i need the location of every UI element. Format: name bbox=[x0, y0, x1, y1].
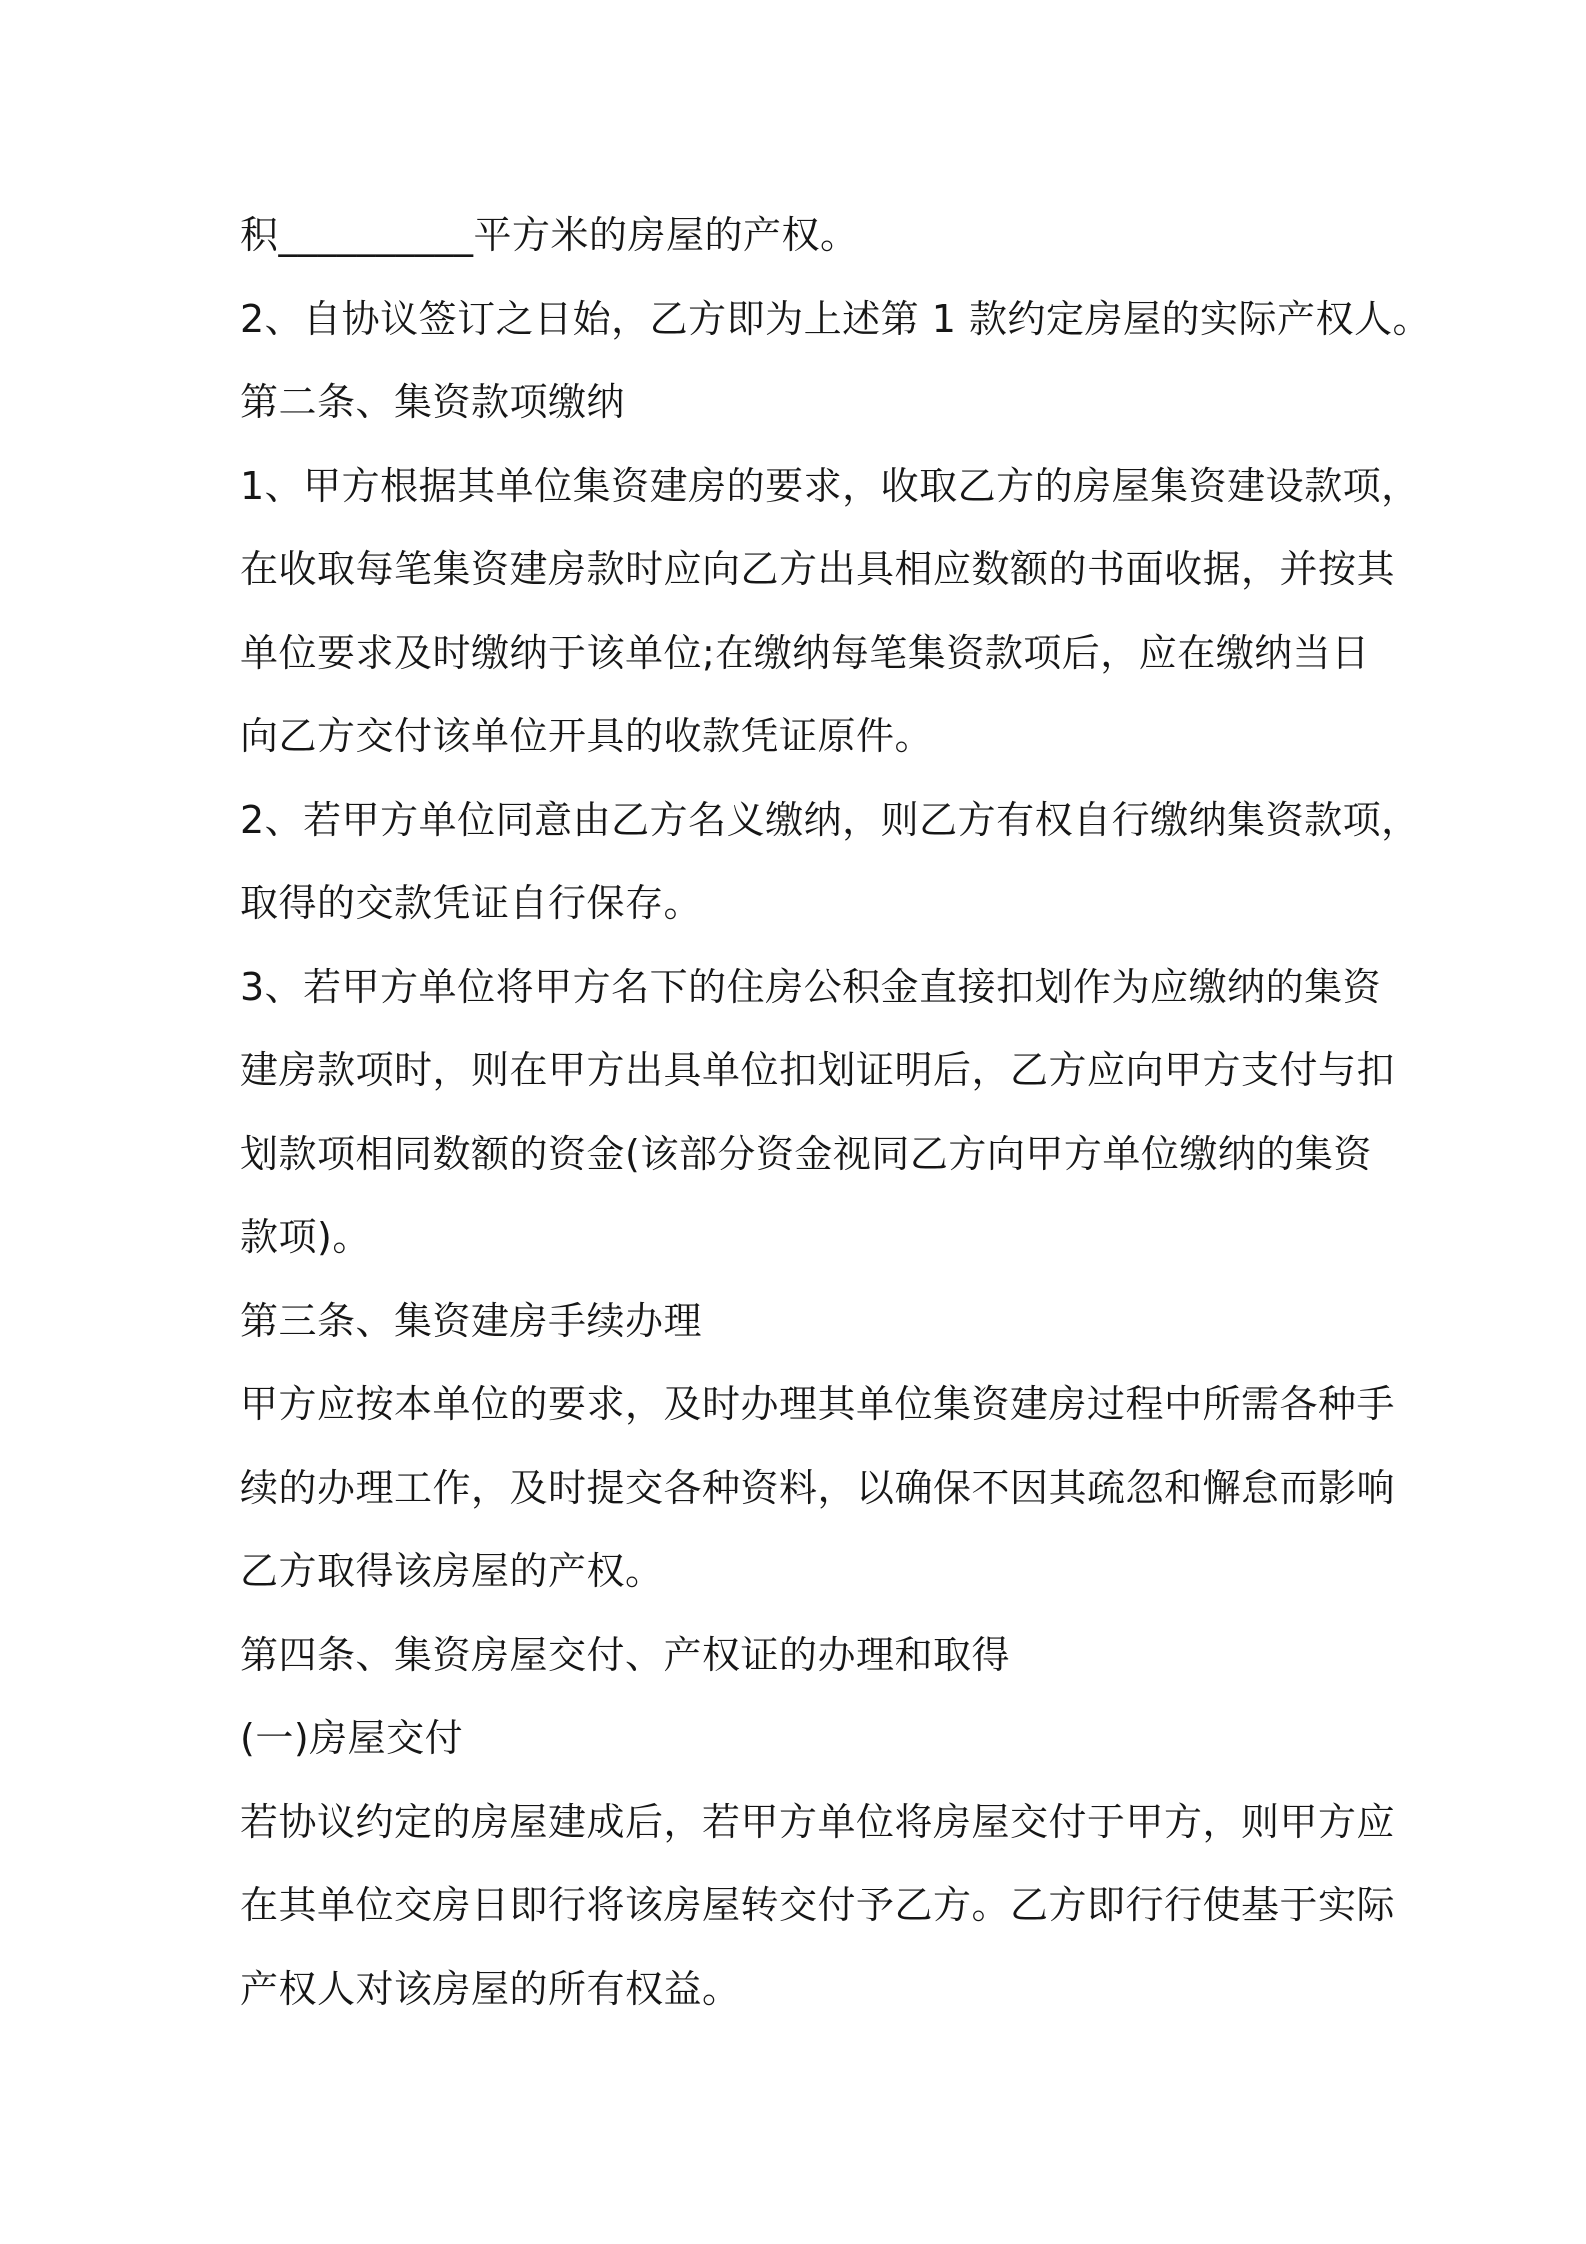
text-line: 甲方应按本单位的要求，及时办理其单位集资建房过程中所需各种手 bbox=[240, 1382, 1396, 1426]
text-line: 单位要求及时缴纳于该单位;在缴纳每笔集资款项后，应在缴纳当日 bbox=[240, 630, 1370, 675]
text-line: 3、若甲方单位将甲方名下的住房公积金直接扣划作为应缴纳的集资 bbox=[240, 964, 1382, 1009]
text-line: 续的办理工作，及时提交各种资料，以确保不因其疏忽和懈怠而影响 bbox=[240, 1465, 1396, 1510]
section-heading: 第四条、集资房屋交付、产权证的办理和取得 bbox=[240, 1632, 1011, 1677]
text-line: 1、甲方根据其单位集资建房的要求，收取乙方的房屋集资建设款项， bbox=[240, 463, 1420, 508]
text-line: 在其单位交房日即行将该房屋转交付予乙方。乙方即行行使基于实际 bbox=[240, 1883, 1396, 1927]
text-line: 建房款项时，则在甲方出具单位扣划证明后，乙方应向甲方支付与扣 bbox=[240, 1048, 1396, 1092]
text-line: 2、自协议签订之日始，乙方即为上述第 1 款约定房屋的实际产权人。 bbox=[240, 296, 1432, 341]
document-body bbox=[240, 194, 1432, 2031]
text-line: 乙方取得该房屋的产权。 bbox=[240, 1549, 664, 1593]
text-line: 向乙方交付该单位开具的收款凭证原件。 bbox=[240, 714, 934, 758]
subsection-heading: (一)房屋交付 bbox=[240, 1716, 464, 1760]
text-line: 取得的交款凭证自行保存。 bbox=[240, 881, 703, 925]
text-line: 产权人对该房屋的所有权益。 bbox=[240, 1966, 741, 2011]
text-line: 若协议约定的房屋建成后，若甲方单位将房屋交付于甲方，则甲方应 bbox=[240, 1799, 1396, 1844]
section-heading: 第二条、集资款项缴纳 bbox=[240, 380, 626, 424]
text-line: 划款项相同数额的资金(该部分资金视同乙方向甲方单位缴纳的集资 bbox=[240, 1131, 1372, 1176]
section-heading: 第三条、集资建房手续办理 bbox=[240, 1298, 703, 1343]
text-line: 积__________平方米的房屋的产权。 bbox=[240, 213, 859, 257]
text-line: 2、若甲方单位同意由乙方名义缴纳，则乙方有权自行缴纳集资款项， bbox=[240, 797, 1420, 842]
text-line: 在收取每笔集资建房款时应向乙方出具相应数额的书面收据，并按其 bbox=[240, 547, 1396, 591]
text-line: 款项)。 bbox=[240, 1215, 371, 1259]
